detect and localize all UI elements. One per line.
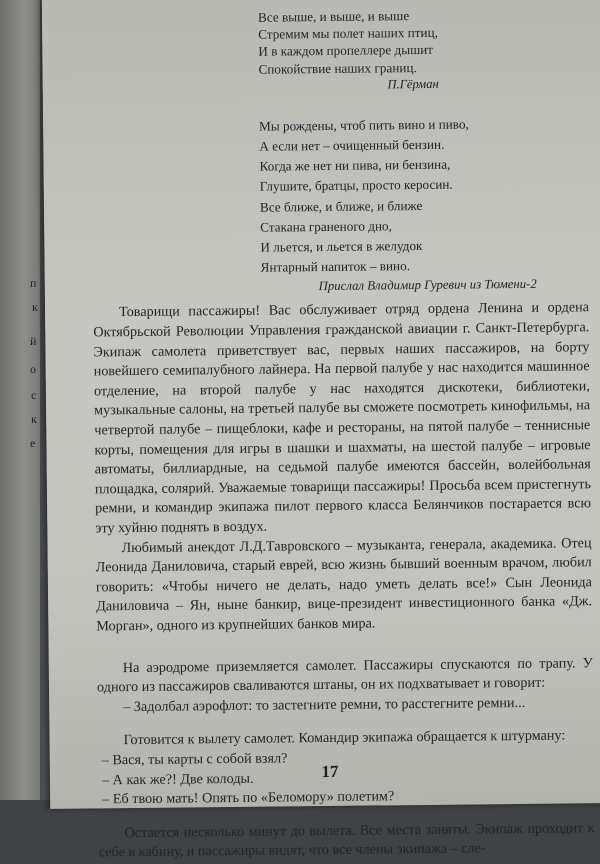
dialog-line: – Задолбал аэрофлот: то застегните ремни, то расстегните ремни... [123,694,526,715]
poem-line: Спокойствие наших границ. [258,59,417,77]
poem-author: П.Гёрман [387,76,439,92]
book-page [42,0,600,861]
edge-char: е [30,436,36,450]
edge-char: й [30,334,37,348]
paragraph-airport: На аэродроме приземляется самолет. Пассажиры спускаются по трапу. У одного из пассажиров сваливаются штаны, он их подхватывает и говорит: [96,654,593,696]
edge-char: к [32,300,38,314]
poem-line: И льется, и льется в желудок [260,238,423,255]
paragraph-departure: Готовится к вылету самолет. Командир экипажа обращается к штурману: [123,727,566,749]
poem-line: Стакана граненого дно, [260,218,392,235]
paragraph-anecdote: Любимый анекдот Л.Д.Тавровского – музыканта, генерала, академика. Отец Леонида Даниловича, старый еврей, всю жизнь бывший военным врачом, любил говорить: «Чтобы ничего не делать, надо уметь делать все!» Сын Леонида Даниловича – Ян, ныне банкир, вице-президент инвестиционного банка «Дж. Морган», одного из крупнейших банков мира. [95,534,593,635]
poem-line: Стремим мы полет наших птиц, [258,25,439,42]
edge-char: к [31,412,37,426]
page-number: 17 [321,761,339,782]
left-page-edge [0,0,40,800]
paragraph-crew: Остается несколько минут до вылета. Все места заняты. Экипаж проходит к себе в кабину, и пассажиры видят, что все члены экипажа – сле- [98,819,595,861]
poem-credit: Прислал Владимир Гуревич из Тюмени-2 [318,277,537,294]
edge-char: о [30,362,36,376]
poem-line: Все выше, и выше, и выше [257,8,410,25]
dialog-line: – Еб твою мать! Опять по «Беломору» полетим? [102,788,395,808]
page-content [90,5,595,863]
dialog-line: – А как же?! Две колоды. [101,770,254,788]
poem-1 [258,5,587,77]
poem-line: Когда же нет ни пива, ни бензина, [259,156,451,174]
edge-char: с [31,388,37,402]
poem-line: И в каждом пропеллере дышит [258,42,434,60]
edge-char: п [30,276,37,290]
poem-line: Все ближе, и ближе, и ближе [259,197,423,215]
poem-line: А если нет – очищенный бензин. [259,136,445,154]
dialog-line: – Вася, ты карты с собой взял? [101,750,288,769]
poem-line: Глушите, братцы, просто керосин. [259,177,453,195]
poem-2 [259,113,589,278]
poem-line: Мы рождены, чтоб пить вино и пиво, [259,116,469,134]
poem-line: Янтарный напиток – вино. [260,258,411,275]
paragraph-passengers: Товарищи пассажиры! Вас обслуживает отряд ордена Ленина и ордена Октябрьской Революции Управления гражданской авиации г. Санкт-Петербурга. Экипаж самолета приветствует вас, первых наших пассажиров, на борту новейшего семипалубного лайнера. На первой палубе у нас находится машинное отделение, на второй палубе у нас находятся дискотеки, библиотеки, музыкальные салоны, на третьей палубе вы сможете посмотреть кинофильмы, на четвертой палубе – пищеблоки, кафе и рестораны, на пятой палубе – теннисные корты, помещения для игры в шашки и шахматы, на шестой палубе – игровые автоматы, биллиардные, на седьмой палубе имеются бассейн, волейбольная площадка, солярий. Уважаемые товарищи пассажиры! Просьба всем пристегнуть ремни, и командир экипажа пилот первого класса Белянчиков постарается всю эту хуйню поднять в воздух. [93,299,592,537]
